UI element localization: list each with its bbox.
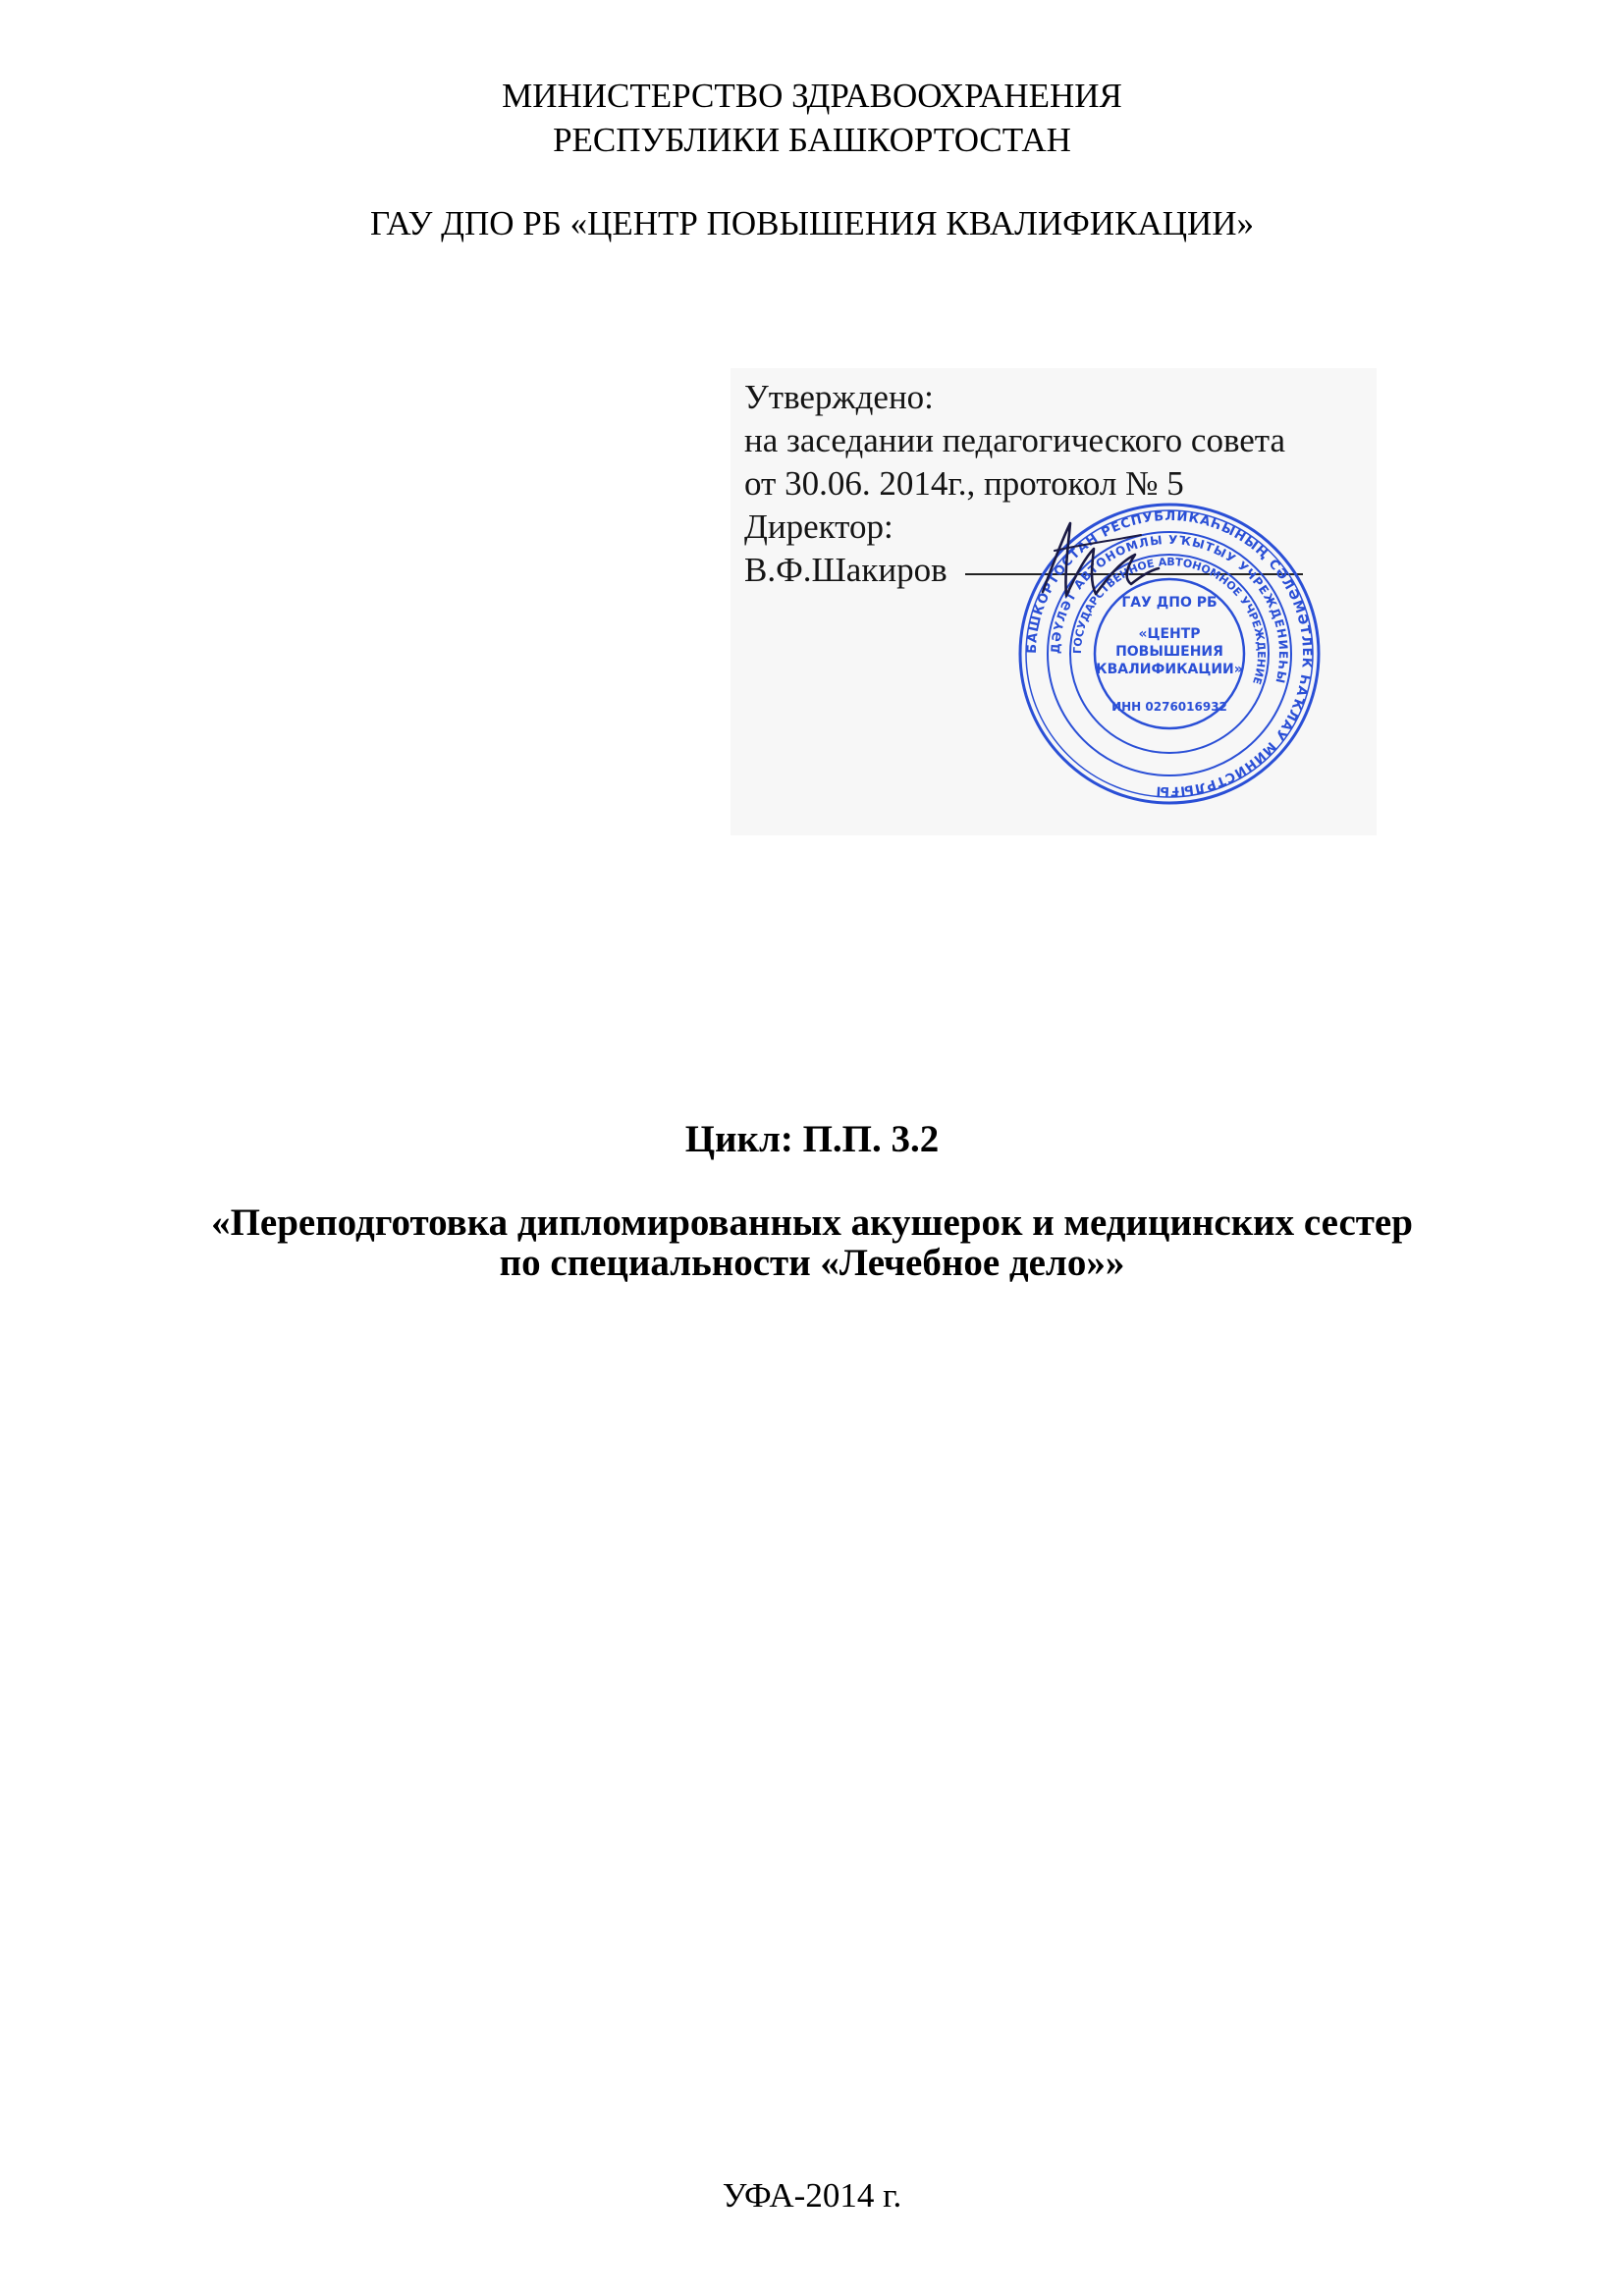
seal-center-org: ГАУ ДПО РБ (1121, 595, 1218, 611)
seal-center-line4: КВАЛИФИКАЦИИ» (1096, 662, 1243, 677)
cycle-title: Цикл: П.П. 3.2 (684, 1118, 940, 1160)
program-title-line-2: по специальности «Лечебное дело»» (499, 1242, 1125, 1284)
approval-line-name: В.Ф.Шакиров (744, 551, 947, 589)
seal-inner-text: ГОСУДАРСТВЕННОЕ АВТОНОМНОЕ УЧРЕЖДЕНИЕ (1070, 555, 1269, 686)
seal-center-line3: ПОВЫШЕНИЯ (1115, 644, 1223, 660)
seal-outer-text: БАШКОРТОСТАН РЕСПУБЛИКАҺЫНЫҢ СӘЛӘМӘТЛЕК ҺАҠЛАУ МИНИСТРЛЫҒЫ (1024, 508, 1315, 799)
approval-stamp-block (731, 368, 1377, 835)
program-title-line-1: «Переподготовка дипломированных акушерок и медицинских сестер (211, 1201, 1413, 1244)
seal-inn: ИНН 0276016932 (1111, 700, 1227, 714)
approval-line-council: на заседании педагогического совета (744, 421, 1286, 459)
ministry-line-2: РЕСПУБЛИКИ БАШКОРТОСТАН (553, 121, 1071, 159)
seal-middle-text: ДӘҮЛӘТ АВТОНОМЛЫ УҠЫТЫУ УЧРЕЖДЕНИЕҺЫ (1048, 532, 1291, 686)
approval-line-protocol: от 30.06. 2014г., протокол № 5 (744, 464, 1184, 503)
organization-name: ГАУ ДПО РБ «ЦЕНТР ПОВЫШЕНИЯ КВАЛИФИКАЦИИ» (369, 204, 1255, 242)
ministry-line-1: МИНИСТЕРСТВО ЗДРАВООХРАНЕНИЯ (502, 77, 1122, 115)
place-and-year: УФА-2014 г. (722, 2176, 902, 2215)
approval-line-director: Директор: (744, 507, 893, 546)
approval-line-approved: Утверждено: (744, 378, 934, 416)
handwritten-signature (1025, 506, 1163, 614)
seal-center-line2: «ЦЕНТР (1138, 626, 1201, 642)
